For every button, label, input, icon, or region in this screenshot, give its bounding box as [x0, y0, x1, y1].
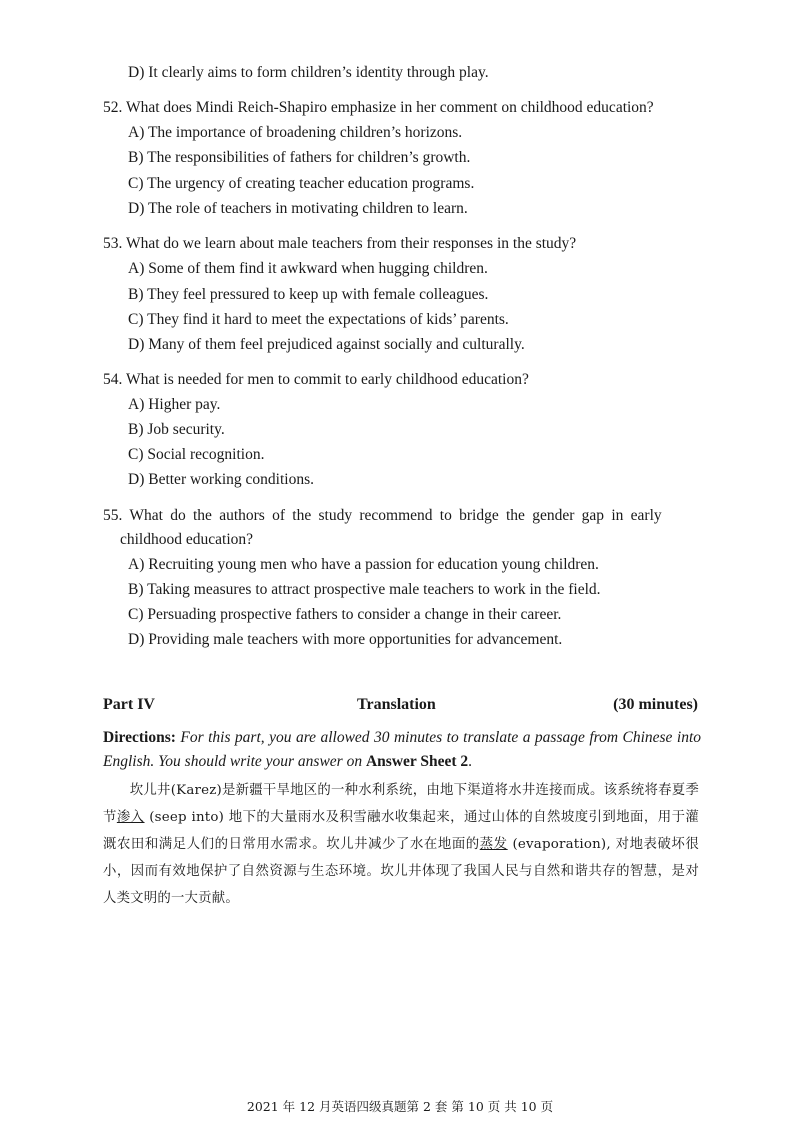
- underlined-term-evaporation: 蒸发: [479, 837, 508, 852]
- directions: [103, 726, 701, 774]
- q52-stem: 52. What does Mindi Reich-Shapiro emphasize in her comment on childhood education?: [103, 99, 654, 116]
- q55-option-c: C) Persuading prospective fathers to consider a change in their career.: [128, 606, 562, 623]
- directions-text: For this part, you are allowed 30 minutes to translate a passage from Chinese into English. You should write your answer on: [103, 729, 702, 770]
- q55-option-b: B) Taking measures to attract prospective male teachers to work in the field.: [128, 581, 601, 598]
- q51-option-d: D) It clearly aims to form children’s identity through play.: [128, 64, 489, 81]
- translation-passage: [103, 777, 699, 912]
- q55-stem-line1: 55. What do the authors of the study recommend to bridge the gender gap in early: [103, 507, 662, 524]
- underlined-term-seep: 渗入: [116, 810, 145, 825]
- q53-option-c: C) They find it hard to meet the expectations of kids’ parents.: [128, 311, 509, 328]
- q54-option-d: D) Better working conditions.: [128, 471, 314, 488]
- section-title: Translation: [357, 696, 436, 713]
- q55-stem-line2: childhood education?: [120, 531, 253, 548]
- q54-stem: 54. What is needed for men to commit to early childhood education?: [103, 371, 529, 388]
- q52-option-a: A) The importance of broadening children’s horizons.: [128, 124, 463, 141]
- q53-stem: 53. What do we learn about male teachers from their responses in the study?: [103, 235, 577, 252]
- q53-option-d: D) Many of them feel prejudiced against socially and culturally.: [128, 336, 525, 353]
- q53-option-b: B) They feel pressured to keep up with female colleagues.: [128, 286, 489, 303]
- directions-period: .: [468, 753, 473, 770]
- q52-option-b: B) The responsibilities of fathers for children’s growth.: [128, 149, 471, 166]
- passage-part-2: (seep into) 地下的大量雨水及积雪融水收集起来，通过山体的自然坡度引到地面，用于灌溉农田和满足人们的日常用水需求。坎儿井减少了水在地面的: [103, 810, 699, 852]
- q54-option-a: A) Higher pay.: [128, 396, 221, 413]
- q52-option-d: D) The role of teachers in motivating children to learn.: [128, 200, 468, 217]
- q54-option-c: C) Social recognition.: [128, 446, 265, 463]
- q55-option-a: A) Recruiting young men who have a passion for education young children.: [128, 556, 599, 573]
- q52-option-c: C) The urgency of creating teacher education programs.: [128, 175, 475, 192]
- q55-option-d: D) Providing male teachers with more opportunities for advancement.: [128, 631, 563, 648]
- passage-part-1: 坎儿井(Karez)是新疆干旱地区的一种水利系统，由地下渠道将水井连接而成。该系统将春夏季节: [103, 783, 699, 825]
- page-footer: 2021 年 12 月英语四级真题第 2 套 第 10 页 共 10 页: [246, 1099, 554, 1114]
- part-label: Part IV: [103, 696, 155, 713]
- q53-option-a: A) Some of them find it awkward when hugging children.: [128, 260, 488, 277]
- passage-part-3: (evaporation), 对地表破坏很小，因而有效地保护了自然资源与生态环境。坎儿井体现了我国人民与自然和谐共存的智慧，是对人类文明的一大贡献。: [103, 837, 699, 906]
- section-time: (30 minutes): [613, 696, 698, 713]
- q54-option-b: B) Job security.: [128, 421, 225, 438]
- answer-sheet-ref: Answer Sheet 2: [365, 753, 469, 770]
- directions-label: Directions:: [103, 729, 176, 746]
